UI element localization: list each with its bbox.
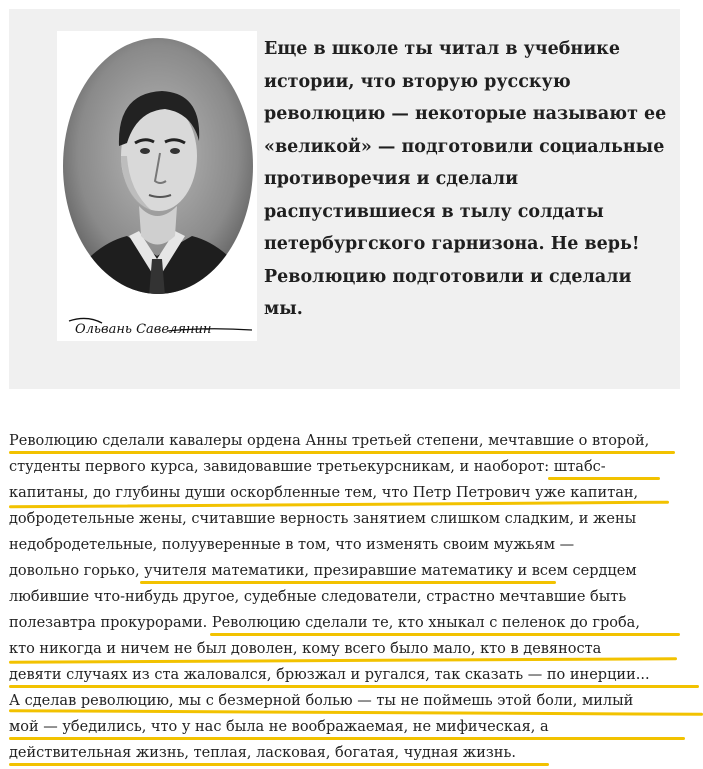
highlight-underline bbox=[548, 477, 660, 480]
portrait-photo bbox=[57, 31, 257, 341]
highlight-underline bbox=[9, 685, 699, 688]
body-line-text: мой — убедились, что у нас была не воображаемая, не мифическая, а bbox=[9, 719, 549, 735]
body-line bbox=[9, 584, 699, 610]
quote-text: Еще в школе ты читал в учебнике истории, что вторую русскую революцию — некоторые называют ее «великой» — подготовили социальные противоречия и сделали распустившиеся в тылу солдаты петербургского гарнизона. Не верь! Революцию подготовили и сделали мы. bbox=[264, 39, 667, 319]
portrait-image bbox=[57, 31, 257, 341]
body-line-text: студенты первого курса, завидовавшие третьекурсникам, и наоборот: штабс- bbox=[9, 459, 606, 475]
body-line-text: А сделав революцию, мы с безмерной болью — ты не поймешь этой боли, милый bbox=[9, 693, 634, 709]
body-line-text: девяти случаях из ста жаловался, брюзжал и ругался, так сказать — по инерции... bbox=[9, 667, 650, 683]
highlight-underline bbox=[9, 451, 675, 454]
highlight-underline bbox=[140, 581, 556, 584]
body-line-text: Революцию сделали кавалеры ордена Анны третьей степени, мечтавшие о второй, bbox=[9, 433, 650, 449]
body-line-text: любившие что-нибудь другое, судебные следователи, страстно мечтавшие быть bbox=[9, 589, 627, 605]
highlight-underline bbox=[9, 737, 685, 740]
highlight-underline bbox=[9, 763, 549, 766]
body-line bbox=[9, 506, 699, 532]
body-line-text: довольно горько, учителя математики, презиравшие математику и всем сердцем bbox=[9, 563, 637, 579]
quote-box bbox=[9, 9, 680, 389]
highlight-underline bbox=[210, 633, 680, 636]
body-line-text: полезавтра прокурорами. Революцию сделали те, кто хныкал с пеленок до гроба, bbox=[9, 615, 640, 631]
body-line-text: действительная жизнь, теплая, ласковая, богатая, чудная жизнь. bbox=[9, 745, 516, 761]
body-line-text: недобродетельные, полууверенные в том, что изменять своим мужьям — bbox=[9, 537, 575, 553]
body-line-text: капитаны, до глубины души оскорбленные тем, что Петр Петрович уже капитан, bbox=[9, 485, 639, 501]
body-line-text: добродетельные жены, считавшие верность занятием слишком сладким, и жены bbox=[9, 511, 637, 527]
body-line-text: кто никогда и ничем не был доволен, кому всего было мало, кто в девяноста bbox=[9, 641, 602, 657]
body-line bbox=[9, 532, 699, 558]
portrait-signature: Ольвань Савелянин bbox=[75, 322, 212, 337]
